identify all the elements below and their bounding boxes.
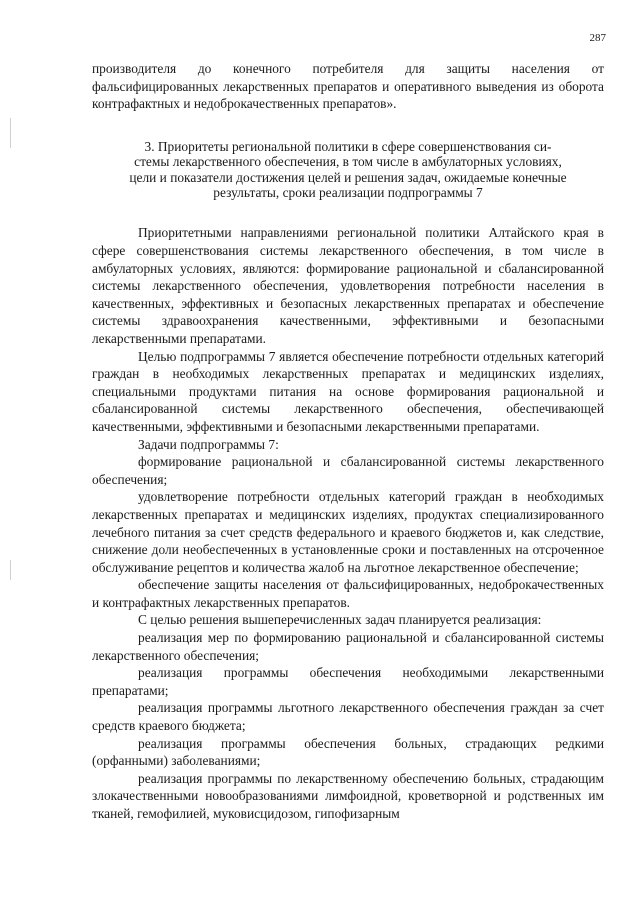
heading-line: стемы лекарственного обеспечения, в том числе в амбулаторных условиях,: [134, 154, 562, 170]
implementation-item: реализация программы льготного лекарственного обеспечения граждан за счет средств краевого бюджета;: [92, 700, 604, 734]
implementation-item: реализация программы по лекарственному обеспечению больных, страдающим злокачественными новообразованиями лимфоидной, кроветворной и родственных им тканей, гемофилией, муковисцидозом, гипофизарным: [92, 770, 604, 821]
document-body: [92, 60, 604, 823]
implementation-item: реализация программы обеспечения необходимыми лекарственными препаратами;: [92, 665, 604, 698]
task-item: формирование рациональной и сбалансированной системы лекарственного обеспечения;: [92, 454, 604, 487]
section-heading: [92, 139, 604, 201]
implementation-item: реализация мер по формированию рациональной и сбалансированной системы лекарственного обеспечения;: [92, 630, 604, 663]
implementation-item: реализация программы обеспечения больных, страдающих редкими (орфанными) заболеваниями;: [92, 735, 604, 769]
task-item: обеспечение защиты населения от фальсифицированных, недоброкачественных и контрафактных лекарственных препаратов.: [92, 577, 604, 610]
tasks-heading: Задачи подпрограммы 7:: [138, 436, 279, 452]
heading-line: цели и показатели достижения целей и решения задач, ожидаемые конечные: [129, 169, 567, 185]
heading-line: 3. Приоритеты региональной политики в сфере совершенствования си-: [144, 138, 552, 154]
left-margin-mark: [10, 118, 11, 148]
heading-line: результаты, сроки реализации подпрограммы 7: [213, 185, 483, 200]
priorities-paragraph: Приоритетными направлениями региональной политики Алтайского края в сфере совершенствования системы лекарственного обеспечения, в том числе в амбулаторных условиях, являются: формирование рациональной и сбалансированной системы лекарственного обеспечения, удовлетворения потребности населения в качественных, эффективных и безопасных лекарственных препаратах и обеспечение системы здравоохранения качественными, эффективными и безопасными лекарственными препаратами.: [92, 225, 604, 346]
implementation-intro: С целью решения вышеперечисленных задач планируется реализация:: [138, 612, 542, 628]
intro-paragraph: производителя до конечного потребителя для защиты населения от фальсифицированных лекарственных препаратов и оперативного выведения из оборота контрафактных и недоброкачественных препаратов».: [92, 61, 604, 112]
task-item: удовлетворение потребности отдельных категорий граждан в необходимых лекарственных препаратах и медицинских изделиях, продуктах специализированного лечебного питания за счет средств федерального и краевого бюджетов и, как следствие, снижение доли необеспеченных в установленные сроки и поставленных на отсроченное обслуживание рецептов и количества жалоб на льготное лекарственное обеспечение;: [92, 489, 604, 575]
left-margin-mark: [10, 560, 11, 580]
page-number: 287: [589, 32, 606, 44]
goal-paragraph: Целью подпрограммы 7 является обеспечение потребности отдельных категорий граждан в необходимых лекарственных препаратах и медицинских изделиях, специальными продуктами питания на основе формирования рациональной и сбалансированной системы лекарственного обеспечения, обеспечивающей качественными, эффективными и безопасными лекарственными препаратами.: [92, 348, 604, 434]
